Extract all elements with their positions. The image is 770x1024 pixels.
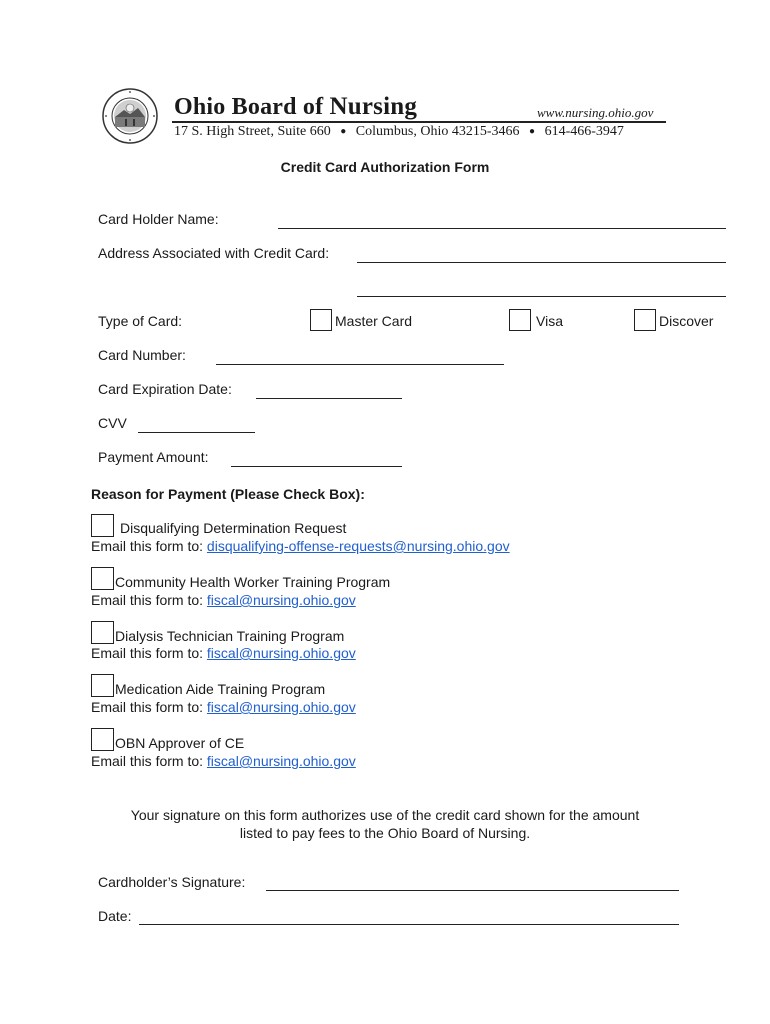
reason-label-dialysis: Dialysis Technician Training Program xyxy=(115,628,345,644)
master-card-checkbox[interactable] xyxy=(310,309,332,331)
reason-label-medication-aide: Medication Aide Training Program xyxy=(115,681,326,697)
date-label: Date: xyxy=(98,908,132,924)
email-prefix: Email this form to: xyxy=(91,538,204,554)
notice-line-2: listed to pay fees to the Ohio Board of Nursing. xyxy=(239,825,531,841)
notice-line-1: Your signature on this form authorizes use of the credit card shown for the amount xyxy=(130,807,640,823)
bullet-separator: ● xyxy=(340,126,347,137)
type-of-card-label: Type of Card: xyxy=(98,313,183,329)
email-link-dialysis[interactable]: fiscal@nursing.ohio.gov xyxy=(206,645,356,661)
reason-heading: Reason for Payment (Please Check Box): xyxy=(91,486,365,502)
phone-number: 614-466-3947 xyxy=(544,124,624,139)
reason-email-line-disqualifying xyxy=(91,538,510,554)
email-link-disqualifying[interactable]: disqualifying-offense-requests@nursing.ohio.gov xyxy=(206,538,510,554)
form-title: Credit Card Authorization Form xyxy=(280,159,490,175)
reason-email-line-obn-approver xyxy=(91,753,356,769)
signature-field[interactable] xyxy=(266,890,679,891)
email-prefix: Email this form to: xyxy=(91,592,204,608)
signature-label: Cardholder’s Signature: xyxy=(98,874,246,890)
reason-email-line-medication-aide xyxy=(91,699,356,715)
card-number-field[interactable] xyxy=(216,364,504,365)
authorization-notice xyxy=(0,806,770,842)
reason-email-line-dialysis xyxy=(91,645,356,661)
card-holder-name-label: Card Holder Name: xyxy=(98,211,219,227)
payment-amount-label: Payment Amount: xyxy=(98,449,209,465)
expiration-date-field[interactable] xyxy=(256,398,402,399)
reason-label-obn-approver: OBN Approver of CE xyxy=(115,735,245,751)
street-address: 17 S. High Street, Suite 660 xyxy=(174,124,331,139)
address-field-line-1[interactable] xyxy=(357,262,726,263)
org-name-part2: Nursing xyxy=(329,93,418,120)
email-link-community-health[interactable]: fiscal@nursing.ohio.gov xyxy=(206,592,356,608)
cvv-label: CVV xyxy=(98,415,127,431)
address-field-line-2[interactable] xyxy=(357,296,726,297)
visa-checkbox[interactable] xyxy=(509,309,531,331)
discover-checkbox[interactable] xyxy=(634,309,656,331)
email-link-obn-approver[interactable]: fiscal@nursing.ohio.gov xyxy=(206,753,356,769)
contact-address xyxy=(174,124,624,140)
email-prefix: Email this form to: xyxy=(91,753,204,769)
bullet-separator: ● xyxy=(529,126,536,137)
reason-checkbox-dialysis[interactable] xyxy=(91,621,114,644)
email-link-medication-aide[interactable]: fiscal@nursing.ohio.gov xyxy=(206,699,356,715)
discover-label: Discover xyxy=(659,313,714,329)
reason-checkbox-medication-aide[interactable] xyxy=(91,674,114,697)
header-rule xyxy=(172,121,666,123)
ohio-board-seal-logo xyxy=(102,88,158,144)
reason-checkbox-obn-approver[interactable] xyxy=(91,728,114,751)
card-holder-name-field[interactable] xyxy=(278,228,726,229)
cvv-field[interactable] xyxy=(138,432,255,433)
email-prefix: Email this form to: xyxy=(91,699,204,715)
master-card-label: Master Card xyxy=(335,313,413,329)
card-number-label: Card Number: xyxy=(98,347,186,363)
reason-label-disqualifying: Disqualifying Determination Request xyxy=(120,520,347,536)
payment-amount-field[interactable] xyxy=(231,466,402,467)
org-name-part1: Ohio Board of xyxy=(174,94,330,120)
reason-checkbox-disqualifying[interactable] xyxy=(91,514,114,537)
email-prefix: Email this form to: xyxy=(91,645,204,661)
city-address: Columbus, Ohio 43215-3466 xyxy=(355,124,520,139)
reason-email-line-community-health xyxy=(91,592,356,608)
organization-name xyxy=(174,93,417,121)
visa-label: Visa xyxy=(536,313,563,329)
reason-label-community-health: Community Health Worker Training Program xyxy=(115,574,391,590)
expiration-date-label: Card Expiration Date: xyxy=(98,381,232,397)
website-url: www.nursing.ohio.gov xyxy=(537,105,654,120)
date-field[interactable] xyxy=(139,924,679,925)
reason-checkbox-community-health[interactable] xyxy=(91,567,114,590)
address-label: Address Associated with Credit Card: xyxy=(98,245,330,261)
